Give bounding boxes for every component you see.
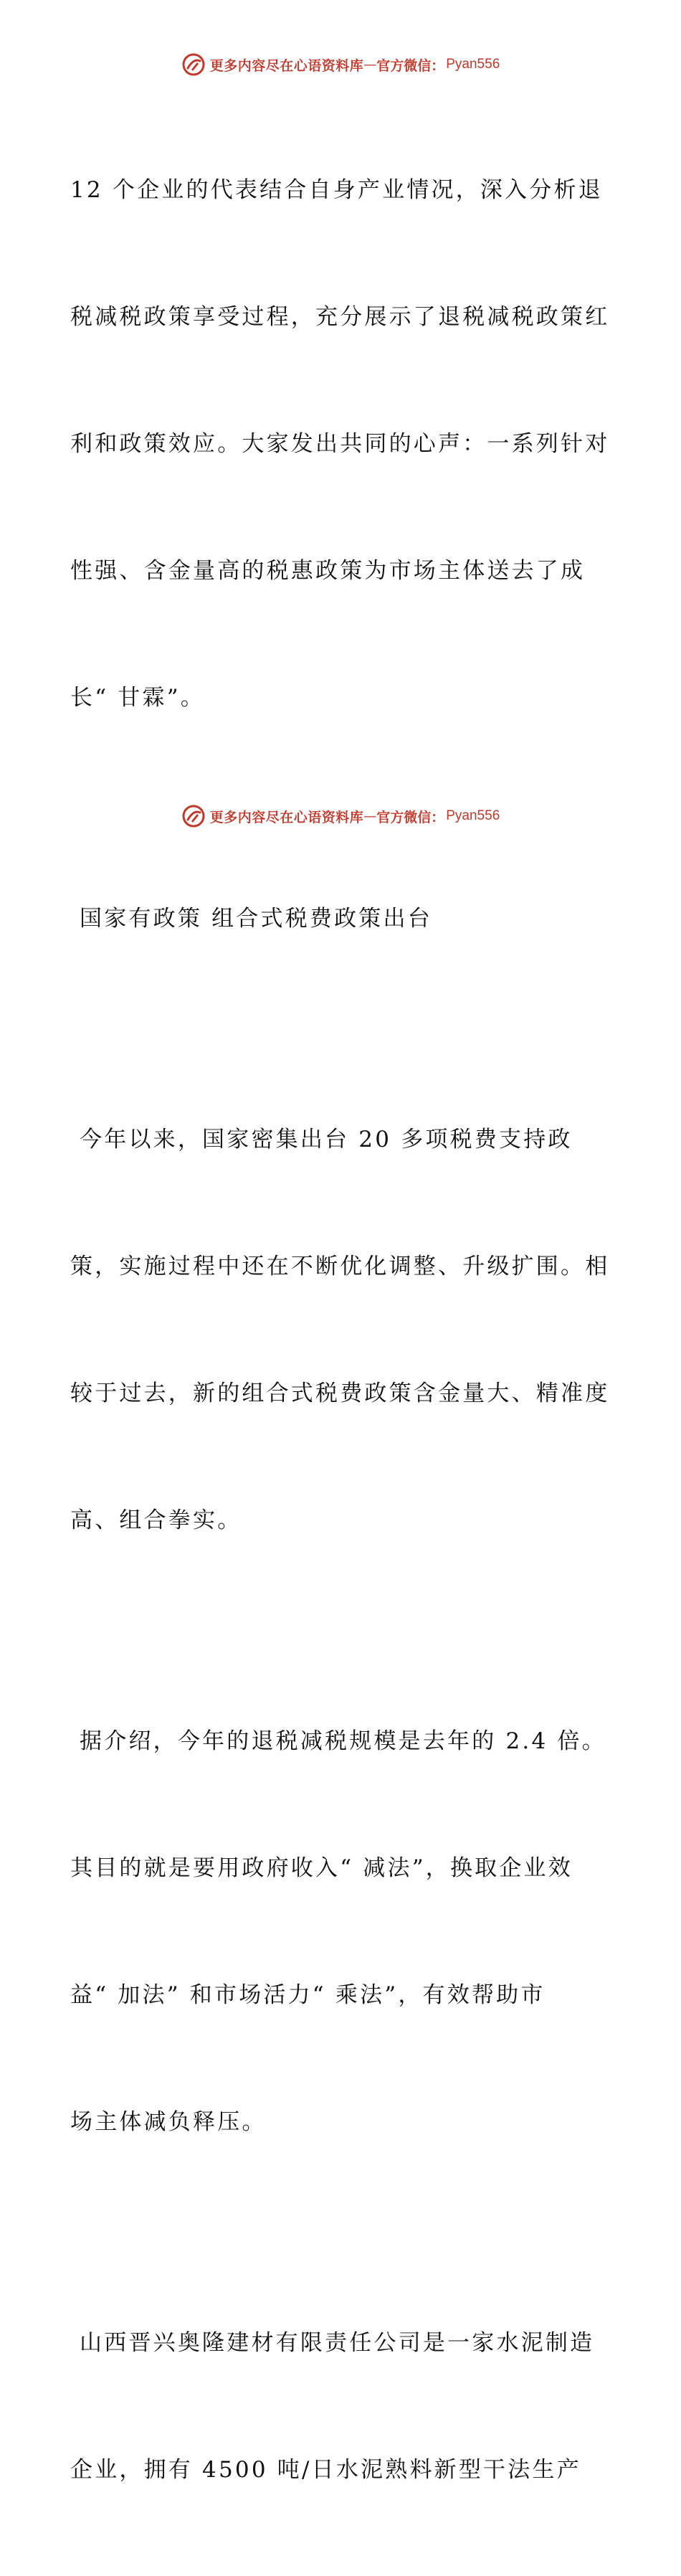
document-body <box>70 85 615 2576</box>
pen-swirl-logo-icon <box>181 52 206 77</box>
text-line: 长“ 甘霖”。 <box>70 685 205 711</box>
watermark-wechat-id: Pyan556 <box>446 57 500 72</box>
pen-swirl-logo-icon <box>181 804 206 828</box>
footer-watermark <box>0 802 681 830</box>
header-watermark <box>0 50 681 79</box>
text-line: 其目的就是要用政府收入“ 减法”，换取企业效 <box>70 1855 573 1881</box>
paragraph-3 <box>70 1636 615 2228</box>
heading-line: 国家有政策 组合式税费政策出台 <box>70 906 432 932</box>
watermark-wechat-id: Pyan556 <box>446 808 500 823</box>
section-heading <box>70 813 615 1025</box>
watermark-separator: — <box>363 808 377 824</box>
watermark-brand: 更多内容尽在心语资料库 <box>209 809 364 825</box>
watermark-brand: 更多内容尽在心语资料库 <box>209 57 364 74</box>
text-line: 策，实施过程中还在不断优化调整、升级扩围。相 <box>70 1254 610 1279</box>
text-line: 利和政策效应。大家发出共同的心声：一系列针对 <box>70 431 610 457</box>
paragraph-1 <box>70 85 615 804</box>
text-line: 据介绍，今年的退税减税规模是去年的 2.4 倍。 <box>70 1728 606 1754</box>
text-line: 企业，拥有 4500 吨/日水泥熟料新型干法生产 <box>70 2457 581 2483</box>
text-line: 较于过去，新的组合式税费政策含金量大、精准度 <box>70 1381 610 1406</box>
text-line: 益“ 加法” 和市场活力“ 乘法”，有效帮助市 <box>70 1982 546 2008</box>
watermark-separator: — <box>363 57 377 72</box>
text-line: 山西晋兴奥隆建材有限责任公司是一家水泥制造 <box>70 2330 595 2356</box>
text-line: 今年以来，国家密集出台 20 多项税费支持政 <box>70 1127 573 1152</box>
text-line: 高、组合拳实。 <box>70 1507 242 1533</box>
text-line: 12 个企业的代表结合自身产业情况，深入分析退 <box>70 177 603 203</box>
paragraph-4 <box>70 2238 615 2576</box>
text-line: 场主体减负释压。 <box>70 2109 267 2135</box>
watermark-label: 官方微信： <box>376 809 445 825</box>
watermark-label: 官方微信： <box>376 57 445 74</box>
text-line: 性强、含金量高的税惠政策为市场主体送去了成 <box>70 558 586 584</box>
text-line: 税减税政策享受过程，充分展示了退税减税政策红 <box>70 304 610 330</box>
paragraph-2 <box>70 1034 615 1626</box>
